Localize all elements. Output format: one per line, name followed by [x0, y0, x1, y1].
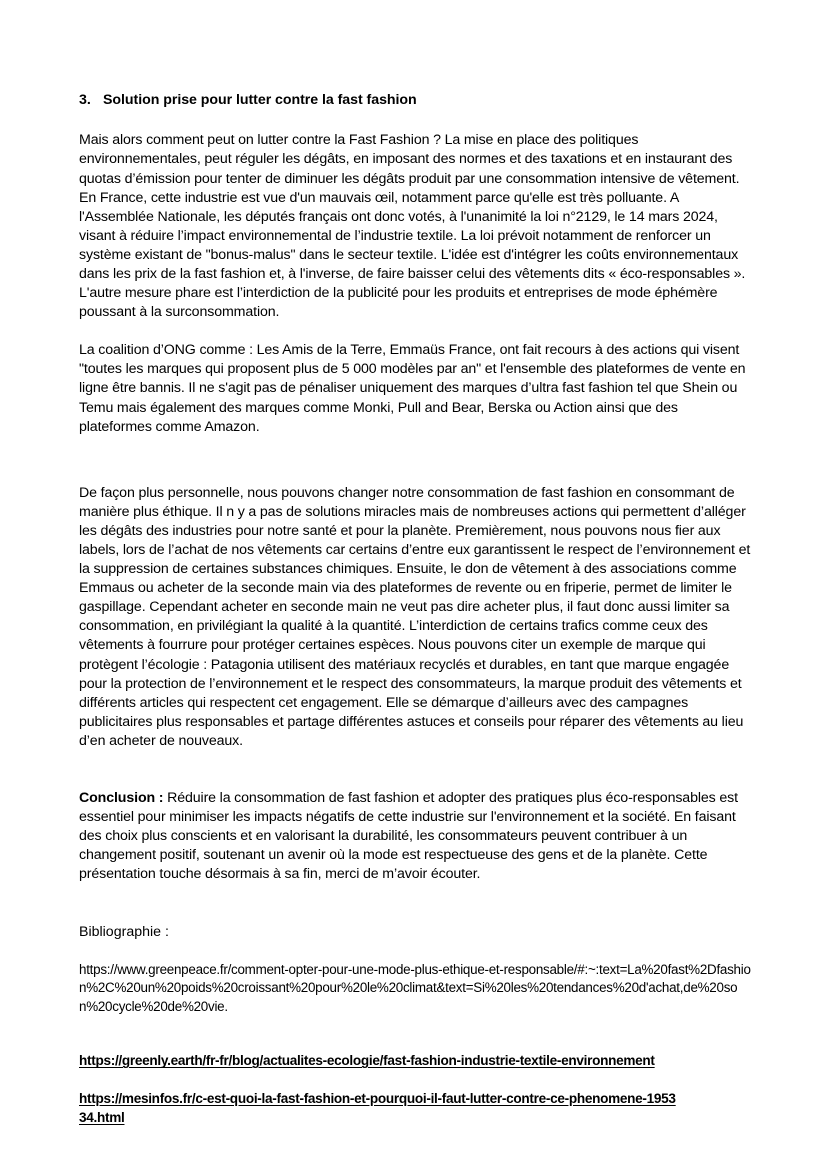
bibliography-heading: Bibliographie :: [79, 923, 169, 940]
bibliography-link-mesinfos[interactable]: https://mesinfos.fr/c-est-quoi-la-fast-fashion-et-pourquoi-il-faut-lutter-contre-ce-phenomene-195334.html: [79, 1090, 676, 1125]
spacer: [79, 1071, 751, 1090]
bibliography-link-greenly[interactable]: https://greenly.earth/fr-fr/blog/actualites-ecologie/fast-fashion-industrie-textile-environnement: [79, 1053, 655, 1069]
conclusion-text: Réduire la consommation de fast fashion et adopter des pratiques plus éco-responsables est essentiel pour minimiser les impacts négatifs de cette industrie sur l'environnement et la société. En faisant des choix plus conscients et en valorisant la durabilité, les consommateurs peuvent contribuer à un changement positif, soutenant un avenir où la mode est respectueuse des gens et de la planète. Cette présentation touche désormais à sa fin, merci de m’avoir écouter.: [79, 790, 738, 883]
spacer: [79, 1016, 751, 1052]
conclusion-label: Conclusion :: [79, 790, 164, 807]
paragraph-conclusion: [79, 789, 751, 884]
paragraph-policies: Mais alors comment peut on lutter contre la Fast Fashion ? La mise en place des politiques environnementales, peut réguler les dégâts, en imposant des normes et des taxations et en instaurant des quotas d’émission pour tenter de diminuer les dégâts produit par une consommation intensive de vêtement. En France, cette industrie est vue d'un mauvais œil, notamment parce qu'elle est très polluante. A l'Assemblée Nationale, les députés français ont donc votés, à l'unanimité la loi n°2129, le 14 mars 2024, visant à réduire l’impact environnemental de l’industrie textile. La loi prévoit notamment de renforcer un système existant de "bonus-malus" dans le secteur textile. L'idée est d'intégrer les coûts environnementaux dans les prix de la fast fashion et, à l'inverse, de faire baisser celui des vêtements dits « éco-responsables ». L'autre mesure phare est l’interdiction de la publicité pour les produits et entreprises de mode éphémère poussant à la surconsommation.: [79, 132, 746, 321]
spacer: [79, 437, 751, 484]
spacer: [79, 751, 751, 789]
spacer: [79, 322, 751, 341]
paragraph-personal-action: De façon plus personnelle, nous pouvons changer notre consommation de fast fashion en consommant de manière plus éthique. Il n y a pas de solutions miracles mais de nombreuses actions qui permettent d’alléger les dégâts des industries pour notre santé et pour la planète. Premièrement, nous pouvons nous fier aux labels, lors de l’achat de nos vêtements car certains d’entre eux garantissent le respect de l’environnement et la suppression de certaines substances chimiques. Ensuite, le don de vêtement à des associations comme Emmaus ou acheter de la seconde main via des plateformes de revente ou en friperie, permet de limiter le gaspillage. Cependant acheter en seconde main ne veut pas dire acheter plus, il faut donc aussi limiter sa consommation, en privilégiant la qualité à la quantité. L’interdiction de certains trafics comme ceux des vêtements à fourrure pour protéger certaines espèces. Nous pouvons citer un exemple de marque qui protègent l’écologie : Patagonia utilisent des matériaux recyclés et durables, en tant que marque engagée pour la protection de l’environnement et le respect des consommateurs, la marque produit des vêtements et différents articles qui respectent cet engagement. Elle se démarque d’ailleurs avec des campagnes publicitaires plus responsables et partage différentes astuces et conseils pour réparer des vêtements au lieu d’en acheter de nouveaux.: [79, 484, 751, 749]
page-title: [79, 92, 751, 109]
bibliography-url-greenpeace: https://www.greenpeace.fr/comment-opter-pour-une-mode-plus-ethique-et-responsable/#:~:text=La%20fast%2Dfashion%2C%20un%20poids%20croissant%20pour%20le%20climat&text=Si%20les%20tendances%20d'achat,de%20son%20cycle%20de%20vie.: [79, 961, 751, 1014]
spacer: [79, 942, 751, 961]
paragraph-ngo-coalition: La coalition d’ONG comme : Les Amis de la Terre, Emmaüs France, ont fait recours à des actions qui visent "toutes les marques qui proposent plus de 5 000 modèles par an" et l'ensemble des plateformes de vente en ligne être bannis. Il ne s'agit pas de pénaliser uniquement des marques d’ultra fast fashion tel que Shein ou Temu mais également des marques comme Monki, Pull and Bear, Berska ou Action ainsi que des plateformes comme Amazon.: [79, 342, 746, 435]
section-number: 3.: [79, 92, 91, 108]
spacer: [79, 885, 751, 923]
document-body: [79, 92, 751, 1127]
section-title-text: Solution prise pour lutter contre la fast fashion: [103, 92, 417, 108]
